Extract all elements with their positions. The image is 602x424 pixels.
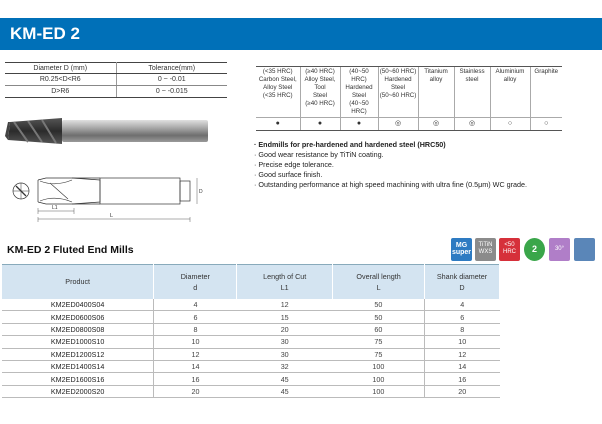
table-cell: 4 xyxy=(425,299,500,311)
table-cell: 45 xyxy=(237,385,333,397)
product-code-cell: KM2ED1200S12 xyxy=(2,348,154,360)
feature-item: Precise edge tolerance. xyxy=(258,160,334,169)
square-end-icon xyxy=(574,238,595,261)
material-label xyxy=(490,67,530,118)
material-label-line: Hardened xyxy=(384,76,412,83)
tolerance-row xyxy=(5,86,227,98)
material-label xyxy=(378,67,418,118)
product-column-header xyxy=(333,265,425,299)
table-cell: 20 xyxy=(154,385,237,397)
material-suitability-mark: ◎ xyxy=(378,118,418,131)
section-title: KM-ED 2 Fluted End Mills xyxy=(7,244,134,256)
material-suitability-mark: ◎ xyxy=(418,118,454,131)
material-label xyxy=(418,67,454,118)
material-marks-row xyxy=(256,118,562,131)
icon-text: MG xyxy=(455,242,468,249)
material-label-line: (≥40 HRC) xyxy=(305,100,335,107)
material-label-line: (50~60 HRC) xyxy=(379,68,417,75)
features-list: · Endmills for pre-hardened and hardened steel (HRC50) · Good wear resistance by TiTiN coating. · Precise edge tolerance. · Good surface finish. · Outstanding performance at high speed machining with ultra fine (0.5μm) WC grade. xyxy=(254,140,528,189)
tolerance-cell: 0 ~ -0.01 xyxy=(116,74,227,86)
product-column-header xyxy=(2,265,154,299)
icon-text: HRC xyxy=(503,249,516,255)
material-table xyxy=(256,66,562,131)
feature-item: Outstanding performance at high speed machining with ultra fine (0.5μm) WC grade. xyxy=(258,180,528,189)
table-cell: 14 xyxy=(425,360,500,372)
table-cell: 20 xyxy=(425,385,500,397)
table-cell: 60 xyxy=(333,323,425,335)
header-bar xyxy=(0,18,602,50)
endmill-photo xyxy=(5,118,208,144)
table-cell: 8 xyxy=(154,323,237,335)
table-row xyxy=(2,385,500,397)
column-header-line: Length of Cut xyxy=(263,271,307,281)
product-code-cell: KM2ED1600S16 xyxy=(2,373,154,385)
material-label-line: Stainless xyxy=(459,68,485,75)
table-row xyxy=(2,299,500,311)
column-header-line: L1 xyxy=(280,282,289,292)
table-cell: 16 xyxy=(154,373,237,385)
material-label xyxy=(340,67,378,118)
product-column-header xyxy=(154,265,237,299)
table-cell: 20 xyxy=(237,323,333,335)
material-label-line: Alloy Steel, Tool xyxy=(304,76,336,91)
product-code-cell: KM2ED0800S08 xyxy=(2,323,154,335)
endmill-drawing xyxy=(13,178,197,222)
icon-text: 30° xyxy=(554,246,565,252)
features-heading: Endmills for pre-hardened and hardened steel (HRC50) xyxy=(258,140,446,149)
product-table xyxy=(2,264,500,398)
material-label-line: alloy xyxy=(503,76,517,83)
product-code-cell: KM2ED1400S14 xyxy=(2,360,154,372)
drawing-label-l1: L1 xyxy=(52,205,58,211)
table-cell: 100 xyxy=(333,373,425,385)
column-header-line: Overall length xyxy=(356,271,401,281)
icon-text: <50 xyxy=(504,242,515,248)
tolerance-row xyxy=(5,74,227,86)
table-cell: 75 xyxy=(333,348,425,360)
mg-super-icon xyxy=(451,238,472,261)
material-label-line: Aluminium xyxy=(495,68,525,75)
material-suitability-mark: ◎ xyxy=(454,118,490,131)
material-label-line: (<35 HRC) xyxy=(262,92,293,99)
page-title: KM-ED 2 xyxy=(10,24,80,43)
column-header-line: Shank diameter xyxy=(436,271,488,281)
table-row xyxy=(2,311,500,323)
material-label-line: Steel xyxy=(390,84,406,91)
table-cell: 32 xyxy=(237,360,333,372)
material-label-line: Carbon Steel, xyxy=(258,76,297,83)
material-label-line: steel xyxy=(465,76,479,83)
material-label-line: (≥40 HRC) xyxy=(305,68,335,75)
table-cell: 16 xyxy=(425,373,500,385)
material-label-line: Titanium xyxy=(424,68,448,75)
table-cell: 4 xyxy=(154,299,237,311)
product-header-row xyxy=(2,265,500,299)
material-label xyxy=(530,67,562,118)
hrc-50-icon xyxy=(499,238,520,261)
tolerance-header-row xyxy=(5,63,227,74)
icon-text: TiTiN xyxy=(478,242,493,248)
material-labels-row xyxy=(256,67,562,118)
material-label xyxy=(256,67,300,118)
material-suitability-mark: ● xyxy=(256,118,300,131)
material-label xyxy=(300,67,340,118)
material-label-line: (40~50 HRC) xyxy=(349,68,369,83)
material-label-line: Alloy Steel xyxy=(263,84,293,91)
feature-item: Good wear resistance by TiTiN coating. xyxy=(258,150,384,159)
icon-text: WXS xyxy=(478,249,493,255)
drawing-label-l: L xyxy=(110,213,114,219)
tolerance-cell: D>R6 xyxy=(5,86,116,98)
two-flute-icon xyxy=(524,238,545,261)
table-cell: 12 xyxy=(237,299,333,311)
table-row xyxy=(2,336,500,348)
column-header-line: Product xyxy=(65,277,91,287)
feature-item: Good surface finish. xyxy=(258,170,323,179)
icon-text: super xyxy=(451,249,472,256)
table-row xyxy=(2,373,500,385)
tolerance-cell: 0 ~ -0.015 xyxy=(116,86,227,98)
table-cell: 8 xyxy=(425,323,500,335)
endmill-illustration xyxy=(0,108,250,228)
material-label-line: Graphite xyxy=(534,68,559,75)
table-cell: 50 xyxy=(333,311,425,323)
column-header-line: D xyxy=(459,282,465,292)
product-column-header xyxy=(237,265,333,299)
material-label xyxy=(454,67,490,118)
column-header-line: Diameter xyxy=(180,271,210,281)
table-cell: 30 xyxy=(237,348,333,360)
icon-text: 2 xyxy=(531,244,537,254)
product-code-cell: KM2ED2000S20 xyxy=(2,385,154,397)
material-label-line: Steel xyxy=(351,92,367,99)
column-header-line: d xyxy=(193,282,198,292)
tolerance-header-diameter: Diameter D (mm) xyxy=(5,63,116,74)
material-suitability-mark: ● xyxy=(340,118,378,131)
material-label-line: (<35 HRC) xyxy=(262,68,293,75)
table-row xyxy=(2,348,500,360)
product-code-cell: KM2ED1000S10 xyxy=(2,336,154,348)
material-label-line: (50~60 HRC) xyxy=(379,92,417,99)
table-cell: 75 xyxy=(333,336,425,348)
table-cell: 10 xyxy=(425,336,500,348)
table-cell: 30 xyxy=(237,336,333,348)
material-label-line: Hardened xyxy=(345,84,373,91)
table-row xyxy=(2,360,500,372)
table-cell: 12 xyxy=(154,348,237,360)
product-code-cell: KM2ED0600S06 xyxy=(2,311,154,323)
material-suitability-mark: ○ xyxy=(490,118,530,131)
table-cell: 15 xyxy=(237,311,333,323)
table-cell: 6 xyxy=(425,311,500,323)
material-suitability-mark: ○ xyxy=(530,118,562,131)
tolerance-cell: R0.25<D<R6 xyxy=(5,74,116,86)
product-column-header xyxy=(425,265,500,299)
table-cell: 6 xyxy=(154,311,237,323)
drawing-label-d: D xyxy=(199,189,203,195)
table-cell: 45 xyxy=(237,373,333,385)
column-header-line: L xyxy=(376,282,381,292)
helix-30-icon xyxy=(549,238,570,261)
material-label-line: (40~50 HRC) xyxy=(349,100,369,115)
tolerance-header-tolerance: Tolerance(mm) xyxy=(116,63,227,74)
table-cell: 10 xyxy=(154,336,237,348)
product-code-cell: KM2ED0400S04 xyxy=(2,299,154,311)
table-cell: 100 xyxy=(333,360,425,372)
material-suitability-mark: ● xyxy=(300,118,340,131)
table-cell: 100 xyxy=(333,385,425,397)
table-cell: 50 xyxy=(333,299,425,311)
table-cell: 14 xyxy=(154,360,237,372)
material-label-line: Steel xyxy=(312,92,328,99)
table-cell: 12 xyxy=(425,348,500,360)
material-label-line: alloy xyxy=(429,76,443,83)
titin-wxs-icon xyxy=(475,238,496,261)
table-row xyxy=(2,323,500,335)
tolerance-table xyxy=(5,62,227,98)
